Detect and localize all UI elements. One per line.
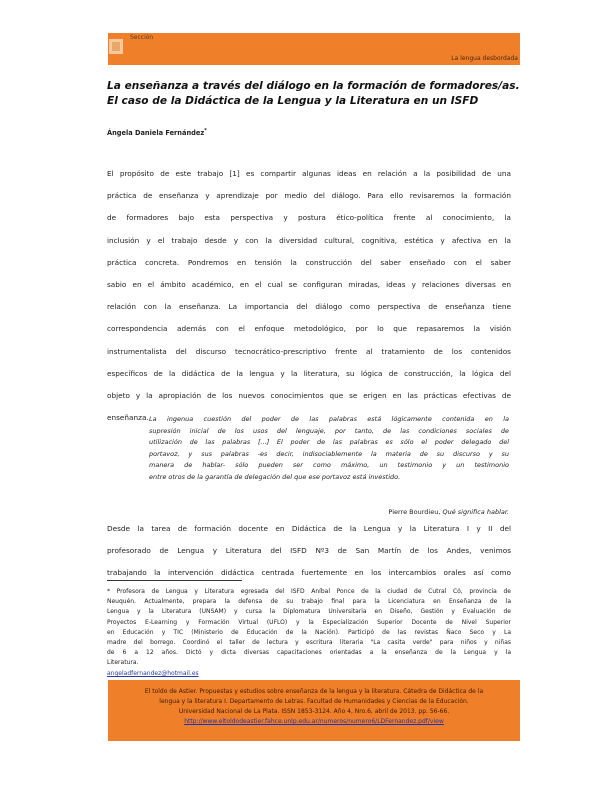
author xyxy=(107,128,207,137)
footnote xyxy=(107,587,511,669)
quote-attribution xyxy=(388,508,509,516)
block-quote xyxy=(149,414,509,484)
paragraph-line: sabio en el ámbito académico, en el cual se configuran miradas, ideas y relaciones diversas en xyxy=(107,280,511,290)
quote-line: La ingenua cuestión del poder de las palabras está lógicamente contenida en la xyxy=(149,415,509,423)
author-footnote-mark: * xyxy=(204,128,207,134)
paragraph-line: El propósito de este trabajo [1] es compartir algunas ideas en relación a la posibilidad de una xyxy=(107,169,511,178)
footnote-line: Neuquén. Actualmente, prepara la defensa de su trabajo final para la Licenciatura en Enseñanza de la xyxy=(107,598,511,606)
paragraph-line: práctica concreta. Pondremos en tensión la construcción del saber enseñado con el saber xyxy=(107,257,511,267)
quote-author: Pierre Bourdieu, xyxy=(388,508,441,516)
header-journal-section: La lengua desbordada xyxy=(451,55,518,62)
paragraph-line: relación con la enseñanza. La importancia del diálogo como perspectiva de enseñanza tiene xyxy=(107,302,511,312)
footnote-divider xyxy=(107,580,242,581)
header-section-label: Sección xyxy=(130,34,154,41)
footnote-line: en Educación y TIC (Ministerio de Educación de la Nación). Participó de las revistas Ñaco Seco y La xyxy=(107,628,511,636)
paragraph-line: enseñanza. xyxy=(107,413,149,423)
paragraph-line: objeto y la apropiación de los nuevos conocimientos que se erigen en las prácticas efectivas de xyxy=(107,391,511,401)
quote-line: portavoz, y sus palabras -es decir, indisociablemente la materia de su discurso y su xyxy=(149,449,509,458)
quote-line: supresión inicial de los usos del lenguaje, por tanto, de las condiciones sociales de xyxy=(149,426,509,435)
paragraph-line: profesorado de Lengua y Literatura del ISFD Nº3 de San Martín de los Andes, venimos xyxy=(107,546,511,556)
citation-line: lengua y la literatura I. Departamento de Letras. Facultad de Humanidades y Ciencias de la Educación. xyxy=(159,698,469,705)
paragraph-line: trabajando la intervención didáctica centrada fuertemente en los intercambios orales así como xyxy=(107,568,511,578)
footnote-line: Proyectos E-Learning y Formación Virtual (UFLO) y la Especialización Superior Docente de Nivel Superior xyxy=(107,618,511,626)
paragraph-1 xyxy=(107,163,511,429)
footnote-line: madre del borrego. Coordinó el taller de lectura y escritura literaria "La casita verde" para niños y niñas xyxy=(107,639,511,647)
article-title xyxy=(107,79,527,109)
paragraph-line: de formadores bajo esta perspectiva y postura ético-política frente al conocimiento, la xyxy=(107,213,511,223)
author-name: Ángela Daniela Fernández xyxy=(107,129,205,138)
paragraph-line: instrumentalista del discurso tecnocrático-prescriptivo frente al tratamiento de los contenidos xyxy=(107,346,511,356)
citation-box xyxy=(108,680,520,741)
citation-line: El toldo de Astier. Propuestas y estudios sobre enseñanza de la lengua y la literatura. Cátedra de Didáctica de la xyxy=(144,688,484,695)
footnote-line: de 6 a 12 años. Dictó y dicta diversas capacitaciones orientadas a la enseñanza de la Lengua y la xyxy=(107,649,511,657)
paragraph-line: correspondencia además con el enfoque metodológico, por lo que repasaremos la visión xyxy=(107,324,511,334)
citation-line: Universidad Nacional de La Plata. ISSN 1853-3124. Año 4, Nro.6, abril de 2013. pp. 56-66. xyxy=(178,708,450,715)
quote-line: utilización de las palabras [...] El poder de las palabras es sólo el poder delegado del xyxy=(149,438,509,447)
article-title-line-1: La enseñanza a través del diálogo en la formación de formadores/as. xyxy=(107,80,520,92)
citation-url-link[interactable]: http://www.eltoldodeastier.fahce.unlp.edu.ar/numeros/numero6/LDFernandez.pdf/view xyxy=(184,718,444,725)
paragraph-line: específicos de la didáctica de la lengua y la literatura, su lógica de construcción, la lógica del xyxy=(107,368,511,378)
paragraph-line: práctica de enseñanza y aprendizaje por medio del diálogo. Para ello revisaremos la formación xyxy=(107,191,511,201)
footnote-line: Literatura. xyxy=(107,659,139,667)
footnote-line: * Profesora de Lengua y Literatura egresada del ISFD Aníbal Ponce de la ciudad de Cutral Có, provincia de xyxy=(107,588,511,595)
article-title-line-2: El caso de la Didáctica de la Lengua y la Literatura en un ISFD xyxy=(107,95,479,107)
quote-line: manera de hablar- sólo pueden ser como máximo, un testimonio y un testimonio xyxy=(149,461,509,470)
paragraph-2 xyxy=(107,518,511,585)
footnote-line: Lengua y la Literatura (UNSAM) y cursa la Diplomatura Universitaria en Diseño, Gestión y Evaluación de xyxy=(107,608,511,616)
quote-work: Qué significa hablar. xyxy=(442,508,509,516)
quote-line: entre otros de la garantía de delegación del que ese portavoz está investido. xyxy=(149,472,401,481)
journal-logo-icon xyxy=(109,39,123,54)
paragraph-line: Desde la tarea de formación docente en Didáctica de la Lengua y la Literatura I y II del xyxy=(107,524,511,533)
author-email-link[interactable]: angeladfernandez@hotmail.es xyxy=(107,670,199,677)
paragraph-line: inclusión y el trabajo desde y con la diversidad cultural, cognitiva, estética y afectiva en la xyxy=(107,235,511,245)
